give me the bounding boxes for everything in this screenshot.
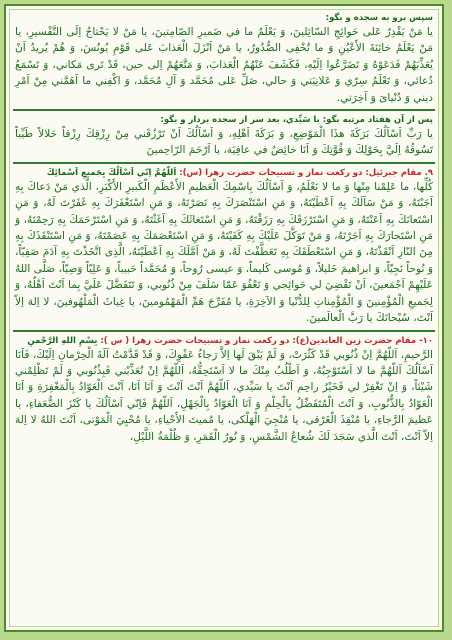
section-1-text: يا مَنْ يَقْدِرُ عَلى حَوائِجِ السّائِلينَ، وَ يَعْلَمُ ما في ضَميرِ الصّامِتينَ، يا مَنْ لا يَحْتاجُ اِلَى التَّفْسيرِ، يا مَنْ يَعْلَمُ خائِنَةَ الأَعْيُنِ وَ ما تُخْفِى الصُّدُورُ، يا مَنْ اَنْزَلَ الْعَذابَ عَلى قَوْمِ يُونُسَ، وَ هُمْ يُريدُ اَنْ يُعَذِّبَهُمْ فَدَعَوْهُ وَ تَضَرَّعُوا اِلَيْهِ، فَكَشَفَ عَنْهُمُ الْعَذابَ، وَ مَتَّعَهُمْ اِلى حين، قَدْ تَرى مَكاني، وَ تَسْمَعُ دُعائي، وَ تَعْلَمُ سِرّي وَ عَلانِيَتي وَ حالي، صَلِّ عَلى مُحَمَّد وَ آلِ مُحَمَّد، وَ اكْفِني ما اَهَمَّني مِنْ اَمْرِ ديني وَ دُنْياىَ وَ آخِرَتي.	[15, 26, 433, 104]
document-page	[13, 12, 435, 624]
divider	[13, 162, 435, 164]
section-2-text: يا رَبِّ اَسْاَلُكَ بَرَكَةَ هذَا الْمَوْضِعِ، وَ بَرَكَةَ اَهْلِهِ، وَ اَسْاَلُكَ اَنْ تَرْزُقَني مِنْ رِزْقِكَ رِزْقاً حَلالاً طَيِّباً تَسُوقُهُ اِلَيَّ بِحَوْلِكَ وَ قُوَّتِكَ وَ اَنَا خائِضٌ في عافِيَة، يا اَرْحَمَ الرّاحِمينَ	[15, 128, 433, 157]
section-4-text: الرَّحيمِ، اَللّهُمَّ اِنْ ذُنُوبي قَدْ كَثُرَتْ، وَ لَمْ يَبْقَ لَها اِلاَّ رَجاءُ عَفْوِكَ، وَ قَدْ قَدَّمْتُ آلَةَ الْحِرْمانِ اِلَيْكَ، فَاَنَا اَسْاَلُكَ اَللّهُمَّ ما لا اَسْتَوْجِبُهُ، وَ اَطْلُبُ مِنْكَ ما لا اَسْتَحِقُّهُ، اَللّهُمَّ اِنْ تُعَذِّبْني فَبِذُنُوبي وَ لَمْ تَظْلِمْني شَيْئاً، وَ اِنْ تَغْفِرْ لي فَخَيْرُ راحِم اَنْتَ يا سَيِّدي، اَللّهُمَّ اَنْتَ اَنْتَ وَ اَنَا اَنَا، اَنْتَ الْعَوّادُ بِالْمَغْفِرَةِ وَ اَنَا الْعَوّادُ بِالذُّنُوبِ، وَ اَنْتَ الْمُتَفَضِّلُ بِالْحِلْمِ وَ اَنَا الْعَوّادُ بِالْجَهْلِ، اَللّهُمَّ فَاِنّي اَسْاَلُكَ يا كَنْزَ الضُّعَفاءِ، يا عَظيمَ الرَّجاءِ، يا مُنْقِذَ الْغَرْقى، يا مُنْجِيَ الْهَلْكى، يا مُميتَ الأَحْياءِ، يا مُحْيِيَ الْمَوْتى، اَنْتَ اللهُ لا اِلهَ اِلاّ اَنْتَ، اَنْتَ الَّذي سَجَدَ لَكَ شُعاعُ الشَّمْسِ، وَ نُورُ الْقَمَرِ، وَ ظُلْمَةُ اللَّيْلِ،	[15, 348, 433, 443]
section-2-heading: پس از آن هفتاد مرتبه بگو: يا سَيِّدي، بعد سر از سجده بردار و بگو:	[160, 115, 433, 126]
section-4-heading	[13, 335, 435, 347]
section-3-heading-title: ۹. مقام جبرئيل: دو ركعت نماز و تسبيحات حضرت زهرا (س):	[179, 167, 433, 178]
section-3-heading-tail: اَللّهُمَّ اِنّي اَسْاَلُكَ بِجَميعِ اَسْمائِكَ	[46, 167, 180, 178]
section-3-heading	[13, 167, 435, 179]
divider	[13, 109, 435, 111]
section-1-heading: سپس برو به سجده و بگو:	[325, 13, 433, 23]
divider	[13, 330, 435, 332]
section-3-text: كُلِّها، ما عَلِمْنا مِنْها وَ ما لا نَعْلَمُ، وَ اَسْاَلُكَ بِاسْمِكَ الْعَظيمِ الأَعْظَمِ الْكَبيرِ الأَكْبَرِ، الَّذي مَنْ دَعاكَ بِهِ اَجَبْتَهُ، وَ مَنْ سَاَلَكَ بِهِ اَعْطَيْتَهُ، وَ مَنِ اسْتَنْصَرَكَ بِهِ نَصَرْتَهُ، وَ مَنِ اسْتَغْفَرَكَ بِهِ غَفَرْتَ لَهُ، وَ مَنِ اسْتَعانَكَ بِهِ اَعَنْتَهُ، وَ مَنِ اسْتَرْزَقَكَ بِهِ رَزَقْتَهُ، وَ مَنِ اسْتَغاثَكَ بِهِ اَغَثْتَهُ، وَ مَنِ اسْتَرْحَمَكَ بِهِ رَحِمْتَهُ، وَ مَنِ اسْتَجارَكَ بِهِ اَجَرْتَهُ، وَ مَنْ تَوَكَّلَ عَلَيْكَ بِهِ كَفَيْتَهُ، وَ مَنِ اسْتَعْصَمَكَ بِهِ عَصَمْتَهُ، وَ مَنِ اسْتَنْقَذَكَ بِهِ مِنَ النّارِ اَنْقَذْتَهُ، وَ مَنِ اسْتَعْطَفَكَ بِهِ تَعَطَّفْتَ لَهُ، وَ مَنْ اَمَّلَكَ بِهِ اَعْطَيْتَهُ، الَّذِى اتَّخَذْتَ بِهِ آدَمَ صَفِيّاً، وَ نُوحاً نَجِيّاً، وَ ابراهيمَ خَليلاً، وَ مُوسى كَليماً، وَ عيسى رُوحاً، وَ مُحَمَّداً حَبيباً، وَ عَلِيّاً وَصِيّاً، صَلَّى اللهُ عَلَيْهِمْ اَجْمَعينَ، اَنْ تَقْضِيَ لي حَوائِجي وَ تَعْفُوَ عَمّا سَلَفَ مِنْ ذُنُوبي، وَ تَتَفَضَّلَ عَلَيَّ بِما اَنْتَ اَهْلُهُ، وَ لِجَميعِ الْمُؤْمِنينَ وَ الْمُؤْمِناتِ لِلدُّنْيا وَ الآخِرَةِ، يا مُفَرِّجَ هَمِّ الْمَهْمُومينَ، يا غِياثَ الْمَلْهُوفينَ، لا اِلهَ اِلاّ اَنْتَ، سُبْحانَكَ يا رَبَّ الْعالَمينَ.	[15, 180, 433, 325]
section-4-heading-tail: بِسْمِ اللهِ الرَّحْمنِ	[27, 335, 101, 346]
section-4-heading-title: ۱۰- مقام حضرت زين العابدين(ع): دو ركعت نماز و تسبيحات حضرت زهرا ( س ):	[100, 335, 433, 346]
page-frame	[4, 4, 444, 632]
